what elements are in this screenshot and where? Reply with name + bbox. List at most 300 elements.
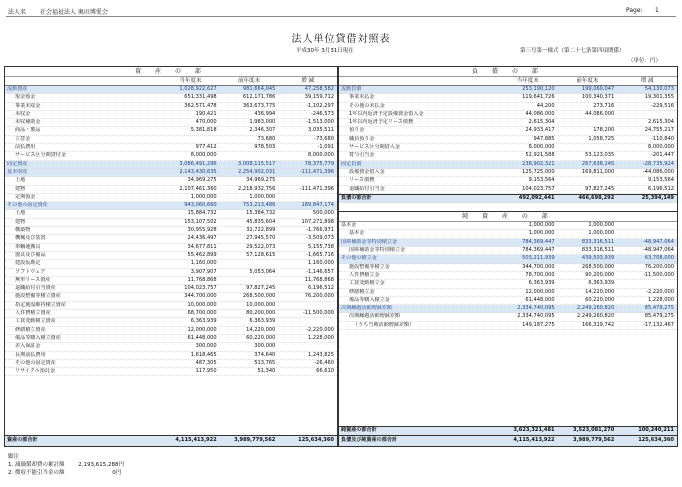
table-row <box>5 227 337 235</box>
change-value: 76,200,000 <box>644 263 674 270</box>
change-value: 85,479,275 <box>644 313 674 320</box>
row-label: 施設整備等積立資産 <box>15 293 61 300</box>
current-value: 3,086,491,296 <box>179 160 217 167</box>
table-row <box>5 136 337 144</box>
table-row <box>5 144 337 152</box>
row-label: その他の積立金 <box>341 255 377 262</box>
footnote-label: 2. 徴収不能引当金の額 <box>8 470 65 476</box>
row-label: 備品等購入積立金 <box>349 296 390 303</box>
row-label: 前払費用 <box>15 144 36 151</box>
total-change: 125,634,360 <box>298 437 334 443</box>
change-value <box>278 318 337 325</box>
change-value: -1,513,000 <box>306 119 334 126</box>
current-value: 15,884,732 <box>187 210 217 217</box>
col-change: 増 減 <box>640 78 654 84</box>
change-value: 63,708,000 <box>644 255 674 262</box>
total-label: 純資産の部合計 <box>341 426 377 433</box>
change-value: -17,132,467 <box>642 321 674 328</box>
row-label: 流動負債 <box>341 86 362 92</box>
current-value: 1,160,000 <box>190 260 217 267</box>
row-label: 指定施設維持積立資産 <box>15 301 66 308</box>
previous-value: 27,945,570 <box>246 235 276 242</box>
previous-value: 90,200,000 <box>585 271 615 278</box>
change-value <box>278 302 337 309</box>
total-current: 3,623,321,481 <box>513 426 555 433</box>
previous-value <box>220 260 279 267</box>
previous-value: 29,522,073 <box>246 243 276 250</box>
previous-value: 612,171,786 <box>242 94 276 101</box>
change-value: 1,160,000 <box>308 260 334 267</box>
previous-value <box>558 144 618 151</box>
net-assets-section-title: 純 資 産 の 部 <box>339 211 677 222</box>
current-value: 149,187,275 <box>522 321 555 328</box>
previous-value <box>220 277 279 284</box>
previous-value: 44,086,000 <box>585 110 615 117</box>
liabilities-section-title: 負 債 の 部 <box>339 67 677 77</box>
current-value: 117,950 <box>195 368 217 375</box>
previous-value: 34,969,275 <box>246 177 276 184</box>
current-value: 2,143,430,635 <box>179 168 217 175</box>
total-current: 492,092,441 <box>518 194 555 201</box>
current-value: 1,000,000 <box>528 230 555 237</box>
previous-value: 97,827,245 <box>585 185 615 192</box>
previous-value: 363,673,775 <box>242 102 276 109</box>
current-value: 55,462,899 <box>187 251 217 258</box>
col-change: 増 減 <box>301 78 314 84</box>
table-row <box>339 322 677 330</box>
current-value: 5,381,818 <box>190 127 217 134</box>
change-value: -26,460 <box>314 359 334 366</box>
table-row <box>5 103 337 111</box>
change-value: -229,516 <box>651 102 674 109</box>
row-label: 未収補助金 <box>15 119 41 126</box>
header-divider <box>6 16 676 17</box>
row-label: 工賃変動積立資産 <box>15 318 56 325</box>
row-label: 修繕積立金 <box>349 288 375 295</box>
change-value: 1,228,000 <box>308 334 334 341</box>
row-label: 基本金 <box>341 222 357 229</box>
current-value: 2,107,461,360 <box>179 185 217 192</box>
current-value: 470,000 <box>195 119 217 126</box>
liabilities-rows <box>339 86 677 194</box>
table-row <box>5 269 337 277</box>
table-row <box>5 177 337 185</box>
previous-value: 60,220,000 <box>246 334 276 341</box>
previous-value: 267,638,245 <box>581 160 615 167</box>
row-label: 備品等購入積立資産 <box>15 334 61 341</box>
change-value <box>617 111 677 118</box>
table-row <box>339 230 677 238</box>
change-value: 78,375,779 <box>304 160 334 167</box>
current-value: 1,028,922,627 <box>179 86 217 92</box>
previous-value: 32,722,899 <box>246 227 276 234</box>
previous-value: 300,000 <box>254 343 276 350</box>
change-value: 500,000 <box>312 210 334 217</box>
table-row <box>339 313 677 321</box>
previous-value: 833,316,511 <box>581 247 615 254</box>
current-value: 344,700,000 <box>522 263 555 270</box>
previous-value: 273,716 <box>593 102 615 109</box>
current-value: 2,615,304 <box>528 119 555 126</box>
previous-value: 2,218,932,756 <box>238 185 276 192</box>
current-value: 3,907,907 <box>190 268 217 275</box>
table-row <box>5 318 337 326</box>
previous-value: 97,827,245 <box>246 285 276 292</box>
current-value: 52,921,588 <box>525 152 555 159</box>
current-value: 190,421 <box>195 110 217 117</box>
current-value: 78,700,000 <box>525 271 555 278</box>
current-value: 6,363,939 <box>528 280 555 287</box>
row-label: 1年以内返済予定リース債務 <box>349 119 414 126</box>
table-row <box>5 260 337 268</box>
table-row <box>339 169 677 177</box>
corp-label: 法人名 <box>8 9 27 16</box>
current-value: 1,618,465 <box>190 351 217 358</box>
previous-value: 1,058,725 <box>588 135 615 142</box>
change-value: 54,130,073 <box>644 86 674 92</box>
change-value: -1,665,716 <box>306 251 334 258</box>
total-label: 資産の部合計 <box>7 437 38 443</box>
row-label: 車輌運搬具 <box>15 243 41 250</box>
change-value <box>278 194 337 201</box>
row-label: 建物 <box>15 185 26 192</box>
previous-value: 753,213,486 <box>242 202 276 209</box>
previous-value: 73,680 <box>257 135 276 142</box>
footnote-heading: 脚注 <box>8 454 20 460</box>
footnotes <box>8 453 124 477</box>
total-change: 25,394,149 <box>641 194 674 201</box>
row-label: 事業未払金 <box>349 94 375 101</box>
unit-note: （単位：円） <box>628 58 662 64</box>
table-row <box>5 302 337 310</box>
change-value: 3,035,511 <box>308 127 334 134</box>
row-label: 職員預り金 <box>349 135 375 142</box>
row-label: 未収金 <box>15 110 31 117</box>
change-value: -1,091 <box>317 144 334 151</box>
table-row <box>339 264 677 272</box>
previous-value <box>220 152 279 159</box>
total-label: 負債及び純資産の部合計 <box>341 437 398 443</box>
previous-value: 80,200,000 <box>246 310 276 317</box>
previous-value: 57,128,615 <box>246 251 276 258</box>
table-row <box>5 169 337 177</box>
previous-value: 178,200 <box>593 127 615 134</box>
row-label: 賞与引当金 <box>349 152 375 159</box>
row-label: 差入保証金 <box>15 343 41 350</box>
previous-value: 374,640 <box>254 351 276 358</box>
row-label: 設備資金借入金 <box>349 168 385 175</box>
row-label: 商品・製品 <box>15 127 41 134</box>
previous-value: 513,765 <box>254 359 276 366</box>
previous-value: 51,340 <box>257 368 276 375</box>
table-row <box>339 305 677 313</box>
table-row <box>5 235 337 243</box>
table-row <box>339 86 677 94</box>
row-label: （うち当期活動増減差額） <box>353 321 415 328</box>
current-value: 34,677,811 <box>187 243 217 250</box>
current-value: 10,000,000 <box>187 301 217 308</box>
col-previous: 前年度末 <box>237 78 260 84</box>
current-value: 24,933,417 <box>525 127 555 134</box>
footnote-value: 0円 <box>112 470 122 476</box>
change-value <box>278 177 337 184</box>
table-row <box>5 352 337 360</box>
current-value: 104,023,757 <box>522 185 555 192</box>
previous-value: 2,249,260,820 <box>577 313 615 320</box>
row-label: リース債務 <box>349 177 375 184</box>
change-value: 39,159,712 <box>304 94 334 101</box>
row-label: 人件費積立金 <box>349 271 380 278</box>
change-value: 6,196,512 <box>308 285 334 292</box>
change-value: 9,153,564 <box>648 177 674 184</box>
row-label: 流動資産 <box>7 86 28 92</box>
table-row <box>339 161 677 169</box>
previous-value: 199,060,047 <box>581 86 615 92</box>
total-change: 100,240,211 <box>638 426 674 433</box>
table-row <box>339 289 677 297</box>
previous-value <box>558 119 618 126</box>
row-label: 現金預金 <box>15 94 36 101</box>
table-row <box>5 343 337 351</box>
previous-value: 6,363,939 <box>588 280 615 287</box>
footnote-label: 1. 減価償却費の累計額 <box>8 462 65 468</box>
table-row <box>339 152 677 160</box>
table-row <box>5 360 337 368</box>
previous-value: 268,500,000 <box>242 293 276 300</box>
table-row <box>339 280 677 288</box>
table-row <box>5 219 337 227</box>
current-value: 61,448,000 <box>187 334 217 341</box>
row-label: 施設整備等積立金 <box>349 263 390 270</box>
current-value: 8,000,000 <box>528 144 555 151</box>
change-value <box>617 230 677 237</box>
current-value <box>161 136 220 143</box>
previous-value: 833,316,511 <box>581 238 615 245</box>
change-value: -110,840 <box>651 135 674 142</box>
table-row <box>5 285 337 293</box>
change-value: -28,735,924 <box>642 160 674 167</box>
previous-value: 15,384,732 <box>246 210 276 217</box>
footnote-item <box>8 461 124 469</box>
previous-value: 166,319,742 <box>581 321 615 328</box>
previous-value: 3,008,115,517 <box>238 160 276 167</box>
row-label: 工賃変動積立金 <box>349 280 385 287</box>
table-row <box>339 297 677 305</box>
page-title: 法人単位貸借対照表 <box>291 34 391 45</box>
previous-value: 439,503,939 <box>581 255 615 262</box>
previous-value: 100,340,371 <box>581 94 615 101</box>
total-previous: 3,989,779,562 <box>234 437 276 443</box>
table-row <box>5 152 337 160</box>
previous-value: 981,664,045 <box>242 86 276 92</box>
change-value: -48,947,064 <box>642 238 674 245</box>
previous-value: 268,500,000 <box>581 263 615 270</box>
table-row <box>5 252 337 260</box>
change-value <box>617 222 677 229</box>
col-previous: 前年度末 <box>576 78 599 84</box>
current-value: 8,000,000 <box>190 152 217 159</box>
row-label: その他の固定資産 <box>7 202 48 209</box>
row-label: 建設仮勘定 <box>15 260 41 267</box>
previous-value: 2,249,260,820 <box>577 305 615 312</box>
previous-value: 60,220,000 <box>585 296 615 303</box>
previous-value: 1,000,000 <box>249 193 276 200</box>
current-value: 1,000,000 <box>528 222 555 229</box>
previous-value: 14,220,000 <box>246 326 276 333</box>
table-row <box>5 111 337 119</box>
change-value: 2,615,304 <box>648 119 674 126</box>
table-row <box>339 222 677 230</box>
change-value: 8,000,000 <box>648 144 674 151</box>
corp-name: 社会福祉法人 奥田博愛会 <box>40 9 108 16</box>
change-value: -246,573 <box>311 110 334 117</box>
table-row <box>5 94 337 102</box>
table-row <box>5 210 337 218</box>
change-value: -201,447 <box>651 152 674 159</box>
total-current: 4,115,413,922 <box>513 437 555 443</box>
current-value: 487,305 <box>195 359 217 366</box>
table-row <box>5 119 337 127</box>
row-label: 基本金 <box>349 230 365 237</box>
change-value: 85,479,275 <box>644 305 674 312</box>
previous-value: 1,983,000 <box>249 119 276 126</box>
row-label: 固定負債 <box>341 160 362 167</box>
change-value: 76,200,000 <box>304 293 334 300</box>
row-label: 機械及び装置 <box>15 235 46 242</box>
previous-value: 45,835,604 <box>246 218 276 225</box>
previous-value: 53,123,035 <box>585 152 615 159</box>
current-value: 947,885 <box>533 135 555 142</box>
table-row <box>5 293 337 301</box>
previous-value: 1,000,000 <box>588 230 615 237</box>
grand-total-row <box>339 435 677 446</box>
row-label: その他の未払金 <box>349 102 385 109</box>
table-row <box>5 161 337 169</box>
row-label: 国庫補助金等特別積立金 <box>349 247 406 254</box>
row-label: 固定資産 <box>7 160 28 167</box>
previous-value <box>558 177 618 184</box>
row-label: 土地 <box>15 210 26 217</box>
change-value: -2,220,000 <box>646 288 674 295</box>
current-value: 104,023,757 <box>184 285 217 292</box>
current-value: 30,955,928 <box>187 227 217 234</box>
previous-value: 10,000,000 <box>246 301 276 308</box>
row-label: 定期預金 <box>15 193 36 200</box>
table-row <box>339 103 677 111</box>
current-value: 68,700,000 <box>187 310 217 317</box>
row-label: 器具及び備品 <box>15 251 46 258</box>
current-value: 300,000 <box>195 343 217 350</box>
row-label: ソフトウェア <box>15 268 46 275</box>
table-row <box>339 111 677 119</box>
change-value <box>278 343 337 350</box>
row-label: 基本財産 <box>7 168 28 175</box>
current-value: 11,768,868 <box>187 276 217 283</box>
current-value: 344,700,000 <box>184 293 217 300</box>
current-value: 12,000,000 <box>187 326 217 333</box>
page-number: 1 <box>655 7 659 14</box>
row-label: 1年以内返済予定設備資金借入金 <box>349 110 424 117</box>
table-row <box>339 239 677 247</box>
assets-panel <box>4 66 338 447</box>
liabilities-panel <box>338 66 678 447</box>
change-value: 47,258,582 <box>304 86 334 92</box>
current-value: 503,211,939 <box>522 255 555 262</box>
change-value: -1,146,657 <box>306 268 334 275</box>
current-value: 9,153,564 <box>528 177 555 184</box>
footnote-value: 2,193,615,288円 <box>78 462 124 468</box>
change-value: -1,102,297 <box>306 102 334 109</box>
row-label: 土地 <box>15 177 26 184</box>
current-value: 44,086,000 <box>525 110 555 117</box>
row-label: 事業未収金 <box>15 102 41 109</box>
current-value: 44,200 <box>536 102 555 109</box>
row-label: その他の固定資産 <box>15 359 56 366</box>
row-label: 立替金 <box>15 135 31 142</box>
previous-value: 14,220,000 <box>585 288 615 295</box>
row-label: 人件費積立資産 <box>15 310 51 317</box>
row-label: 退職給付引当資産 <box>15 285 56 292</box>
change-value: 6,196,512 <box>648 185 674 192</box>
change-value: -48,947,064 <box>642 247 674 254</box>
current-value: 34,969,275 <box>187 177 217 184</box>
change-value: -1,766,971 <box>306 227 334 234</box>
current-value: 125,725,000 <box>522 168 555 175</box>
total-label: 負債の部合計 <box>341 194 372 201</box>
previous-value: 2,346,307 <box>249 127 276 134</box>
previous-value: 1,000,000 <box>588 222 615 229</box>
change-value: -2,220,000 <box>306 326 334 333</box>
row-label: 無形リース資産 <box>15 276 51 283</box>
current-value: 977,412 <box>195 144 217 151</box>
current-value: 651,331,498 <box>184 94 217 101</box>
change-value: 5,155,738 <box>308 243 334 250</box>
assets-column-header <box>5 77 337 86</box>
current-value: 2,334,740,095 <box>517 313 555 320</box>
net-assets-total-row <box>339 426 677 435</box>
current-value: 24,436,497 <box>187 235 217 242</box>
col-current: 当年度末 <box>179 78 202 84</box>
current-value: 1,000,000 <box>190 193 217 200</box>
change-value: -44,086,000 <box>642 168 674 175</box>
table-row <box>5 86 337 94</box>
previous-value: 169,811,000 <box>581 168 615 175</box>
current-value: 6,363,939 <box>190 318 217 325</box>
total-current: 4,115,413,922 <box>175 437 217 443</box>
current-value: 784,369,447 <box>522 247 555 254</box>
current-value: 253,190,120 <box>522 86 555 92</box>
table-row <box>5 244 337 252</box>
table-row <box>339 272 677 280</box>
row-label: 次期繰越活動増減差額 <box>349 313 400 320</box>
liabilities-total-row <box>339 194 677 203</box>
total-previous: 3,989,779,562 <box>573 437 615 443</box>
table-row <box>339 255 677 263</box>
change-value: -73,680 <box>314 135 334 142</box>
change-value: 11,768,868 <box>304 276 334 283</box>
table-row <box>339 136 677 144</box>
current-value: 119,641,726 <box>522 94 555 101</box>
previous-value: 2,254,902,031 <box>238 168 276 175</box>
table-row <box>5 335 337 343</box>
table-row <box>5 277 337 285</box>
total-previous: 3,523,081,270 <box>573 426 615 433</box>
row-label: 建物 <box>15 218 26 225</box>
row-label: 構築物 <box>15 227 31 234</box>
change-value: 66,610 <box>316 368 334 375</box>
table-row <box>339 177 677 185</box>
table-row <box>5 127 337 135</box>
